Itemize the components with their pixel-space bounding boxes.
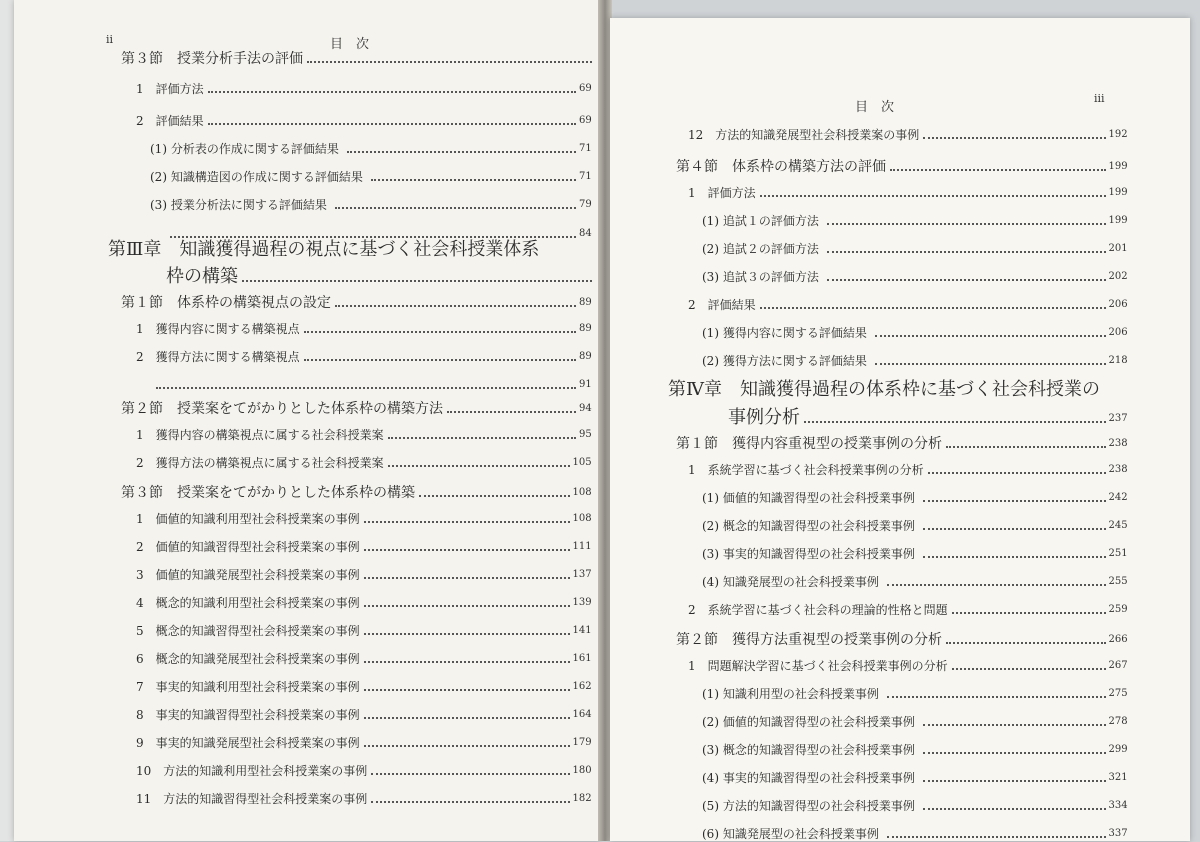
toc-leader-dots <box>887 584 1106 586</box>
toc-entry: 3 価値的知識発展型社会科授業案の事例 <box>136 568 360 582</box>
toc-entry: (1) 知識利用型の社会科授業事例 <box>702 687 879 701</box>
toc-entry: 第Ⅲ章 知識獲得過程の視点に基づく社会科授業体系 <box>108 239 540 260</box>
toc-leader-dots <box>952 612 1106 614</box>
toc-page-number: 278 <box>1108 716 1128 727</box>
toc-page-number: 245 <box>1108 520 1128 531</box>
toc-entry: 第Ⅳ章 知識獲得過程の体系枠に基づく社会科授業の <box>668 379 1100 400</box>
toc-page-number: 161 <box>572 653 592 664</box>
toc-page-number: 242 <box>1108 492 1128 503</box>
left-header-title: 目 次 <box>330 37 370 52</box>
toc-page-number: 206 <box>1108 327 1128 338</box>
toc-entry: (3) 授業分析法に関する評価結果 <box>150 198 327 212</box>
toc-entry: 10 方法的知識利用型社会科授業案の事例 <box>136 764 368 778</box>
toc-leader-dots <box>371 773 569 775</box>
toc-page-number: 111 <box>572 541 592 552</box>
toc-leader-dots <box>304 359 576 361</box>
toc-leader-dots <box>946 642 1106 644</box>
toc-page-number: 95 <box>579 429 592 440</box>
toc-entry: (4) 事実的知識習得型の社会科授業事例 <box>702 771 915 785</box>
toc-page-number: 206 <box>1108 299 1128 310</box>
toc-leader-dots <box>364 689 570 691</box>
right-header-title: 目 次 <box>855 100 895 115</box>
toc-page-number: 299 <box>1108 744 1128 755</box>
toc-entry: (1) 追試１の評価方法 <box>702 214 819 228</box>
toc-leader-dots <box>364 521 570 523</box>
toc-entry: 11 方法的知識習得型社会科授業案の事例 <box>136 792 368 806</box>
toc-leader-dots <box>887 836 1106 838</box>
toc-entry: 6 概念的知識発展型社会科授業案の事例 <box>136 652 360 666</box>
toc-leader-dots <box>928 472 1106 474</box>
toc-page-number: 180 <box>572 765 592 776</box>
toc-entry: (1) 価値的知識習得型の社会科授業事例 <box>702 491 915 505</box>
toc-leader-dots <box>923 780 1106 782</box>
toc-page-number: 199 <box>1108 215 1128 226</box>
toc-entry: 2 評価結果 <box>688 298 756 312</box>
toc-leader-dots <box>364 577 570 579</box>
toc-entry: 第２節 授業案をてがかりとした体系枠の構築方法 <box>121 401 443 417</box>
toc-entry: 第２節 獲得方法重視型の授業事例の分析 <box>676 632 942 648</box>
toc-leader-dots <box>827 223 1106 225</box>
toc-leader-dots <box>760 195 1106 197</box>
toc-entry: 1 価値的知識利用型社会科授業案の事例 <box>136 512 360 526</box>
toc-leader-dots <box>760 307 1106 309</box>
toc-leader-dots <box>923 556 1106 558</box>
toc-page-number: 89 <box>579 323 592 334</box>
toc-entry: (4) 知識発展型の社会科授業事例 <box>702 575 879 589</box>
toc-leader-dots <box>371 801 569 803</box>
toc-leader-dots <box>804 421 1106 423</box>
toc-leader-dots <box>923 500 1106 502</box>
toc-entry: 2 獲得方法に関する構築視点 <box>136 350 300 364</box>
toc-leader-dots <box>208 123 576 125</box>
toc-page-number: 238 <box>1108 438 1128 449</box>
toc-entry: (2) 追試２の評価方法 <box>702 242 819 256</box>
toc-page-number: 91 <box>579 379 592 390</box>
toc-page-number: 199 <box>1108 187 1128 198</box>
toc-entry: 1 問題解決学習に基づく社会科授業事例の分析 <box>688 659 948 673</box>
toc-leader-dots <box>827 251 1106 253</box>
toc-entry: 2 評価結果 <box>136 114 204 128</box>
toc-page-number: 201 <box>1108 243 1128 254</box>
toc-leader-dots <box>208 91 576 93</box>
toc-leader-dots <box>887 696 1106 698</box>
toc-page-number: 69 <box>579 83 592 94</box>
toc-leader-dots <box>923 528 1106 530</box>
toc-leader-dots <box>946 446 1106 448</box>
toc-leader-dots <box>364 717 570 719</box>
toc-page-number: 108 <box>572 513 592 524</box>
toc-entry: 第４節 体系枠の構築方法の評価 <box>676 159 886 175</box>
toc-entry: (2) 概念的知識習得型の社会科授業事例 <box>702 519 915 533</box>
toc-leader-dots <box>890 169 1106 171</box>
toc-leader-dots <box>371 179 576 181</box>
toc-entry: (5) 方法的知識習得型の社会科授業事例 <box>702 799 915 813</box>
toc-page-number: 162 <box>572 681 592 692</box>
toc-leader-dots <box>447 411 576 413</box>
toc-leader-dots <box>952 668 1106 670</box>
toc-entry: (3) 概念的知識習得型の社会科授業事例 <box>702 743 915 757</box>
toc-page-number: 84 <box>579 228 592 239</box>
toc-entry: 2 系統学習に基づく社会科の理論的性格と問題 <box>688 603 948 617</box>
toc-page-number: 275 <box>1108 688 1128 699</box>
toc-page-number: 259 <box>1108 604 1128 615</box>
toc-entry: (1) 分析表の作成に関する評価結果 <box>150 142 339 156</box>
toc-entry: 1 系統学習に基づく社会科授業事例の分析 <box>688 463 924 477</box>
toc-leader-dots <box>827 279 1106 281</box>
toc-page-number: 321 <box>1108 772 1128 783</box>
toc-page-number: 139 <box>572 597 592 608</box>
toc-entry: 2 獲得方法の構築視点に属する社会科授業案 <box>136 456 384 470</box>
toc-entry: (6) 知識発展型の社会科授業事例 <box>702 827 879 841</box>
toc-page-number: 182 <box>572 793 592 804</box>
toc-leader-dots <box>364 605 570 607</box>
toc-page-number: 238 <box>1108 464 1128 475</box>
toc-page-number: 192 <box>1108 129 1128 140</box>
toc-leader-dots <box>364 661 570 663</box>
toc-page-number: 255 <box>1108 576 1128 587</box>
toc-entry: (3) 事実的知識習得型の社会科授業事例 <box>702 547 915 561</box>
toc-page-number: 137 <box>572 569 592 580</box>
toc-entry: 4 概念的知識利用型社会科授業案の事例 <box>136 596 360 610</box>
toc-entry: 5 概念的知識習得型社会科授業案の事例 <box>136 624 360 638</box>
background-edge <box>0 0 14 841</box>
toc-page-number: 71 <box>579 143 592 154</box>
toc-entry: 8 事実的知識習得型社会科授業案の事例 <box>136 708 360 722</box>
toc-page-number: 108 <box>572 487 592 498</box>
toc-leader-dots <box>242 280 592 282</box>
toc-page-number: 94 <box>579 403 592 414</box>
toc-entry: 1 評価方法 <box>136 82 204 96</box>
toc-entry: 第１節 獲得内容重視型の授業事例の分析 <box>676 436 942 452</box>
toc-entry: 2 価値的知識習得型社会科授業案の事例 <box>136 540 360 554</box>
toc-entry: 1 評価方法 <box>688 186 756 200</box>
toc-leader-dots <box>388 465 570 467</box>
toc-entry: 第１節 体系枠の構築視点の設定 <box>121 295 331 311</box>
toc-leader-dots <box>335 305 576 307</box>
toc-page-number: 337 <box>1108 828 1128 839</box>
toc-entry: 9 事実的知識発展型社会科授業案の事例 <box>136 736 360 750</box>
toc-page-number: 164 <box>572 709 592 720</box>
toc-page-number: 141 <box>572 625 592 636</box>
toc-leader-dots <box>347 151 576 153</box>
toc-entry: (2) 価値的知識習得型の社会科授業事例 <box>702 715 915 729</box>
toc-entry: (2) 獲得方法に関する評価結果 <box>702 354 867 368</box>
toc-entry: 事例分析 <box>728 407 800 428</box>
toc-leader-dots <box>419 495 570 497</box>
toc-leader-dots <box>364 633 570 635</box>
toc-page-number: 79 <box>579 199 592 210</box>
toc-page-number: 69 <box>579 115 592 126</box>
toc-leader-dots <box>875 335 1106 337</box>
toc-leader-dots <box>923 808 1106 810</box>
toc-page-number: 237 <box>1108 413 1128 424</box>
toc-page-number: 267 <box>1108 660 1128 671</box>
toc-leader-dots <box>388 437 576 439</box>
toc-entry: 枠の構築 <box>166 266 238 287</box>
toc-leader-dots <box>923 137 1105 139</box>
left-header-page-number: ii <box>106 33 114 46</box>
toc-page-number: 266 <box>1108 634 1128 645</box>
toc-entry: 第３節 授業案をてがかりとした体系枠の構築 <box>121 485 415 501</box>
left-page <box>14 0 600 841</box>
toc-entry: (2) 知識構造図の作成に関する評価結果 <box>150 170 363 184</box>
toc-page-number: 202 <box>1108 271 1128 282</box>
toc-entry: (3) 追試３の評価方法 <box>702 270 819 284</box>
toc-leader-dots <box>364 549 570 551</box>
toc-leader-dots <box>156 387 576 389</box>
toc-page-number: 199 <box>1108 161 1128 172</box>
toc-entry: 7 事実的知識利用型社会科授業案の事例 <box>136 680 360 694</box>
toc-page-number: 218 <box>1108 355 1128 366</box>
toc-leader-dots <box>304 331 576 333</box>
toc-leader-dots <box>923 752 1106 754</box>
toc-leader-dots <box>307 61 592 63</box>
toc-leader-dots <box>364 745 570 747</box>
right-page <box>610 18 1190 841</box>
toc-leader-dots <box>335 207 576 209</box>
toc-page-number: 334 <box>1108 800 1128 811</box>
toc-entry: 12 方法的知識発展型社会科授業案の事例 <box>688 128 920 142</box>
toc-leader-dots <box>923 724 1106 726</box>
toc-entry: (1) 獲得内容に関する評価結果 <box>702 326 867 340</box>
toc-page-number: 89 <box>579 351 592 362</box>
toc-page-number: 179 <box>572 737 592 748</box>
toc-entry: 1 獲得内容の構築視点に属する社会科授業案 <box>136 428 384 442</box>
right-header-page-number: iii <box>1094 92 1105 105</box>
toc-entry: 第３節 授業分析手法の評価 <box>121 51 303 67</box>
toc-leader-dots <box>875 363 1106 365</box>
toc-page-number: 89 <box>579 297 592 308</box>
toc-page-number: 71 <box>579 171 592 182</box>
toc-page-number: 105 <box>572 457 592 468</box>
toc-page-number: 251 <box>1108 548 1128 559</box>
toc-entry: 1 獲得内容に関する構築視点 <box>136 322 300 336</box>
